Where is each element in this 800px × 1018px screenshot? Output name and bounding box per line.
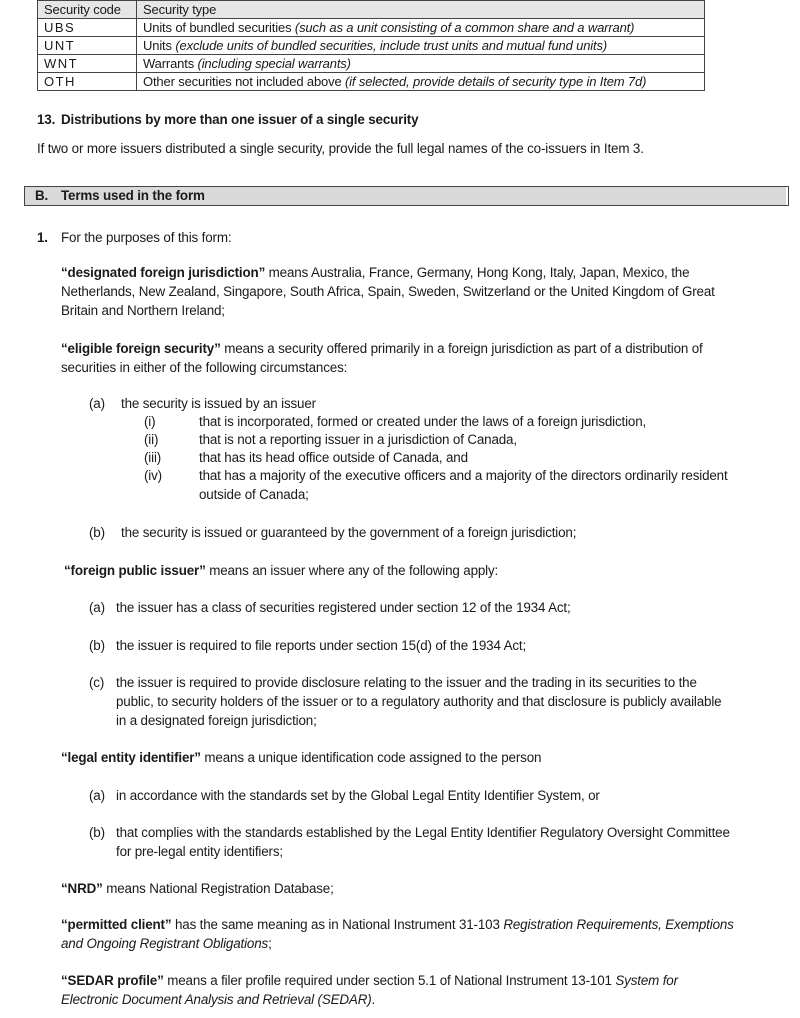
instrument-title: Electronic Document Analysis and Retrieval (SEDAR) [61, 992, 372, 1007]
item-13-number: 13. [37, 112, 56, 127]
table-row [38, 19, 705, 37]
definition-line [61, 341, 703, 356]
definition-text: means a security offered primarily in a foreign jurisdiction as part of a distribution of [220, 341, 703, 356]
security-type-cell [137, 37, 705, 55]
security-type-text: Units of bundled securities [143, 20, 295, 35]
security-type-note: (including special warrants) [197, 56, 351, 71]
security-type-text: Units [143, 38, 176, 53]
definition-term: “legal entity identifier” [61, 750, 201, 765]
definition-line: Netherlands, New Zealand, Singapore, South Africa, Spain, Sweden, Switzerland or the United Kingdom of Great [61, 284, 715, 299]
clause-text: in accordance with the standards set by the Global Legal Entity Identifier System, or [116, 788, 600, 803]
security-code-cell: WNT [38, 55, 137, 73]
clause-label: (b) [89, 525, 105, 540]
column-header-security-type: Security type [137, 1, 705, 19]
clause-label: (b) [89, 638, 105, 653]
subclause-text: that has its head office outside of Canada, and [199, 450, 468, 465]
item-13-heading [37, 112, 418, 127]
subclause-label: (i) [144, 414, 156, 429]
instrument-title: and Ongoing Registrant Obligations [61, 936, 269, 951]
definition-text: means an issuer where any of the following apply: [205, 563, 499, 578]
clause-text: public, to security holders of the issuer or to a regulatory authority and that disclosure is publicly available [116, 694, 722, 709]
definition-text: means a unique identification code assigned to the person [200, 750, 542, 765]
definition-text: has the same meaning as in National Instrument 31-103 [171, 917, 504, 932]
definition-text: means National Registration Database; [102, 881, 334, 896]
clause-text: the issuer is required to file reports under section 15(d) of the 1934 Act; [116, 638, 527, 653]
definition-term: “eligible foreign security” [61, 341, 221, 356]
security-type-note: (exclude units of bundled securities, include trust units and mutual fund units) [175, 38, 608, 53]
clause-text: the issuer has a class of securities registered under section 12 of the 1934 Act; [116, 600, 571, 615]
definition-line [61, 265, 689, 280]
column-header-security-code: Security code [38, 1, 137, 19]
subclause-text: that is incorporated, formed or created under the laws of a foreign jurisdiction, [199, 414, 647, 429]
clause-label: (b) [89, 825, 105, 840]
security-type-cell [137, 19, 705, 37]
definition-term: “SEDAR profile” [61, 973, 164, 988]
security-code-cell: UBS [38, 19, 137, 37]
security-type-text: Warrants [143, 56, 198, 71]
table-row [38, 37, 705, 55]
security-code-cell: OTH [38, 73, 137, 91]
clause-text: in a designated foreign jurisdiction; [116, 713, 317, 728]
security-type-text: Other securities not included above [143, 74, 345, 89]
clause-text: that complies with the standards established by the Legal Entity Identifier Regulatory Oversight Committee [116, 825, 730, 840]
security-code-cell: UNT [38, 37, 137, 55]
clause-text: the security is issued or guaranteed by the government of a foreign jurisdiction; [121, 525, 577, 540]
subclause-label: (ii) [144, 432, 159, 447]
definition-term: “designated foreign jurisdiction” [61, 265, 266, 280]
table-header-row [38, 1, 705, 19]
item-13-body: If two or more issuers distributed a single security, provide the full legal names of the co-issuers in Item 3. [37, 141, 644, 156]
clause-text: the security is issued by an issuer [121, 396, 316, 411]
subclause-label: (iv) [144, 468, 162, 483]
definition-nrd [61, 881, 334, 896]
definition-line [61, 973, 678, 988]
security-type-cell [137, 73, 705, 91]
security-code-table [37, 0, 705, 91]
clause-text: the issuer is required to provide disclosure relating to the issuer and the trading in its securities to the [116, 675, 697, 690]
clause-label: (c) [89, 675, 105, 690]
table-row [38, 73, 705, 91]
subclause-text: that is not a reporting issuer in a jurisdiction of Canada, [199, 432, 517, 447]
definition-line [61, 992, 375, 1007]
definition-term: “foreign public issuer” [64, 563, 206, 578]
definition-line: securities in either of the following circumstances: [61, 360, 348, 375]
definition-term: “NRD” [61, 881, 103, 896]
definition-line [61, 750, 541, 765]
subclause-text: outside of Canada; [199, 487, 309, 502]
definition-text: means Australia, France, Germany, Hong Kong, Italy, Japan, Mexico, the [265, 265, 690, 280]
item-1-number: 1. [37, 230, 48, 245]
item-1-intro: For the purposes of this form: [61, 230, 232, 245]
clause-label: (a) [89, 788, 105, 803]
clause-label: (a) [89, 600, 105, 615]
definition-line [61, 917, 734, 932]
security-type-cell [137, 55, 705, 73]
definition-line [61, 936, 272, 951]
instrument-title: Registration Requirements, Exemptions [503, 917, 734, 932]
section-b-letter: B. [35, 188, 49, 203]
security-type-note: (if selected, provide details of security type in Item 7d) [345, 74, 647, 89]
clause-text: for pre-legal entity identifiers; [116, 844, 283, 859]
definition-text: . [371, 992, 376, 1007]
table-row [38, 55, 705, 73]
item-13-title: Distributions by more than one issuer of a single security [61, 112, 419, 127]
definition-line [64, 563, 498, 578]
section-b-header [24, 186, 789, 206]
definition-text: means a filer profile required under section 5.1 of National Instrument 13-101 [163, 973, 616, 988]
clause-label: (a) [89, 396, 105, 411]
subclause-text: that has a majority of the executive officers and a majority of the directors ordinarily resident [199, 468, 728, 483]
subclause-label: (iii) [144, 450, 162, 465]
definition-text: ; [268, 936, 272, 951]
definition-term: “permitted client” [61, 917, 172, 932]
security-type-note: (such as a unit consisting of a common share and a warrant) [294, 20, 635, 35]
definition-line: Britain and Northern Ireland; [61, 303, 225, 318]
instrument-title: System for [615, 973, 678, 988]
section-b-title: Terms used in the form [61, 188, 205, 203]
